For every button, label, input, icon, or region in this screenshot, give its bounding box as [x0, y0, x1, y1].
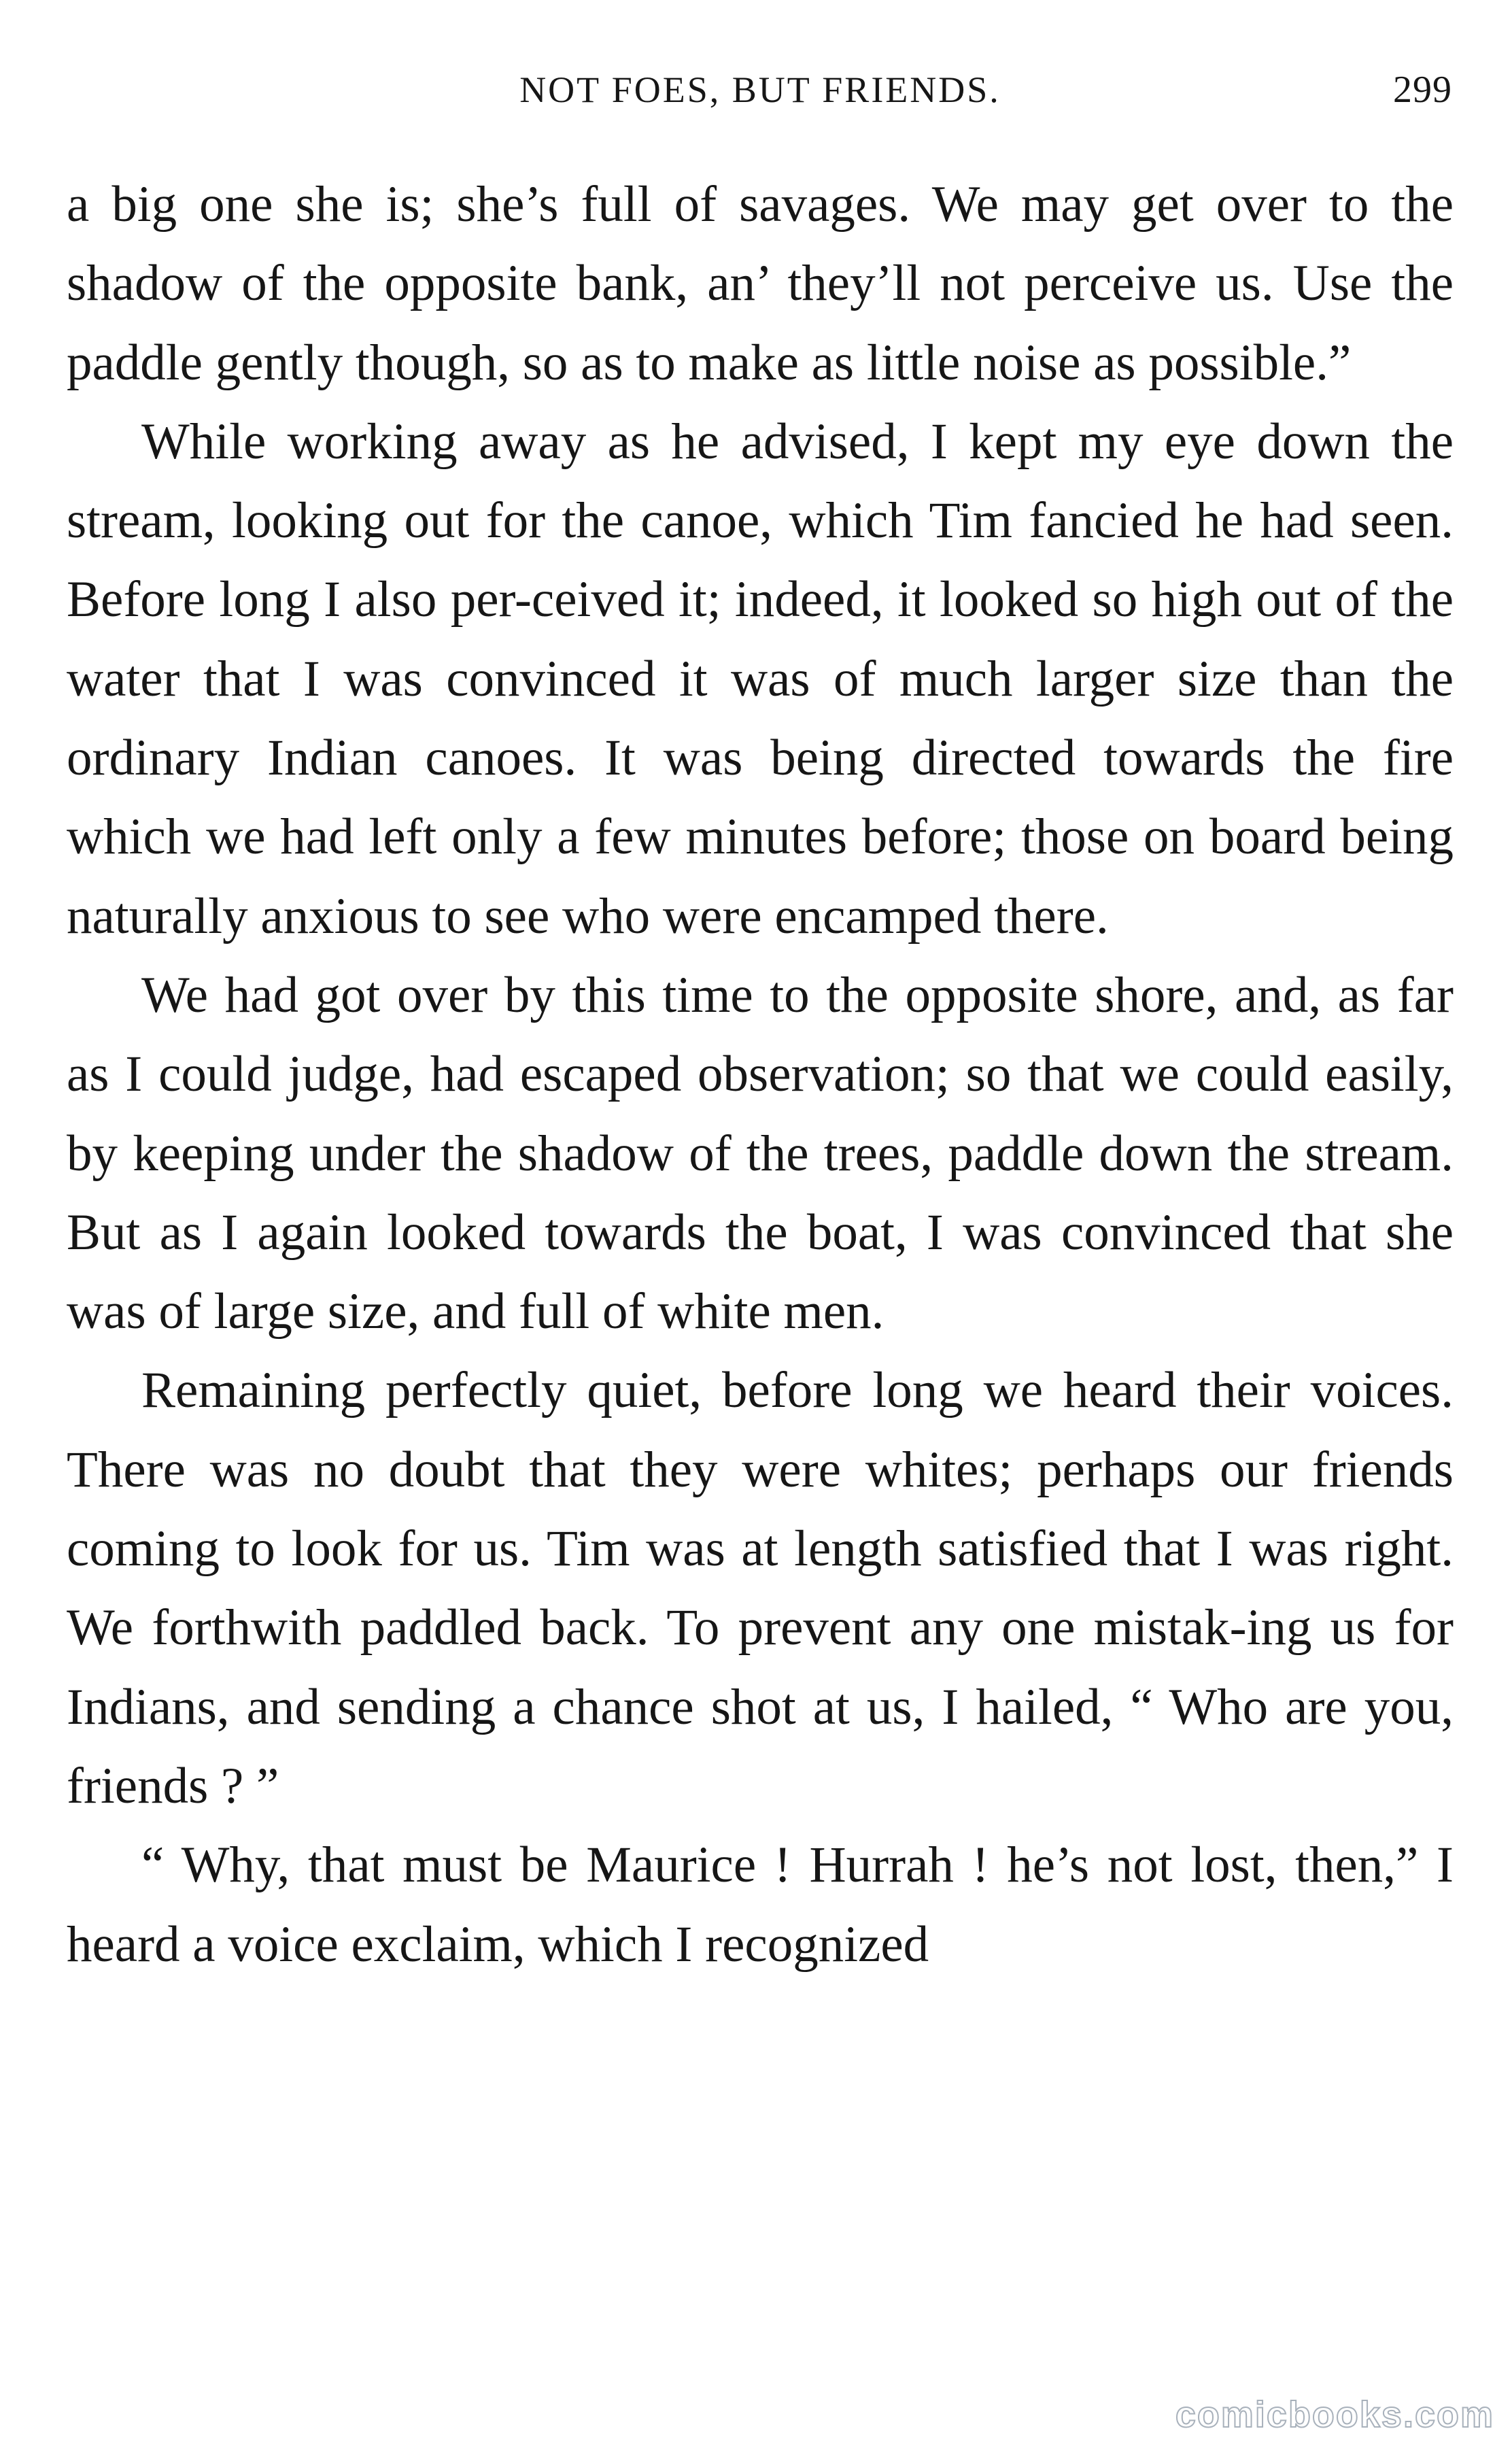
page-number: 299 [1393, 69, 1452, 111]
running-title: NOT FOES, BUT FRIENDS. [519, 69, 1001, 110]
watermark: comicbooks.com [1175, 2394, 1494, 2435]
paragraph-2: While working away as he advised, I kept my eye down the stream, looking out for the canoe, which Tim fancied he had seen. Before long I also per-ceived it; indeed, it looked so high out of the water that I was convinced it was of much larger size than the ordinary Indian canoes. It was being directed towards the fire which we had left only a few minutes before; those on board being naturally anxious to see who were encamped there. [67, 413, 1454, 945]
running-head [68, 63, 1452, 117]
body-text [67, 165, 1454, 1984]
paragraph-5: “ Why, that must be Maurice ! Hurrah ! he’s not lost, then,” I heard a voice exclaim, which I recognized [67, 1837, 1454, 1973]
paragraph-1: a big one she is; she’s full of savages. We may get over to the shadow of the opposite bank, an’ they’ll not perceive us. Use the paddle gently though, so as to make as little noise as possible.” [67, 176, 1454, 391]
paragraph-4: Remaining perfectly quiet, before long we heard their voices. There was no doubt that they were whites; perhaps our friends coming to look for us. Tim was at length satisfied that I was right. We forthwith paddled back. To prevent any one mistak-ing us for Indians, and sending a chance shot at us, I hailed, “ Who are you, friends ? ” [67, 1362, 1454, 1814]
paragraph-3: We had got over by this time to the opposite shore, and, as far as I could judge, had escaped observation; so that we could easily, by keeping under the shadow of the trees, paddle down the stream. But as I again looked towards the boat, I was convinced that she was of large size, and full of white men. [67, 966, 1454, 1340]
